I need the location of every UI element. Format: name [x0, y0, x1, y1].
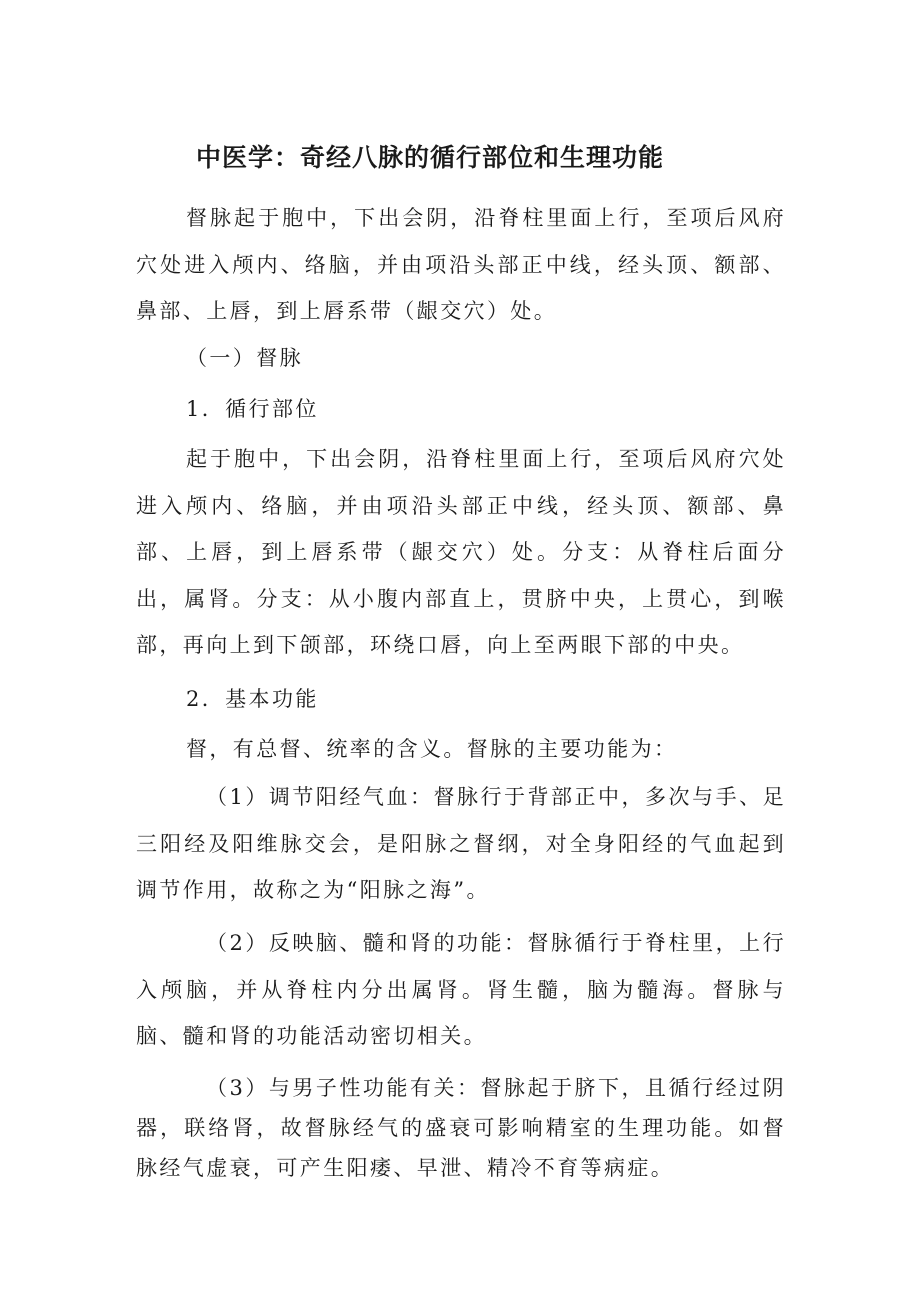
section-heading-du-mai: （一）督脉: [186, 346, 303, 370]
function-item-1: （1）调节阳经气血：督脉行于背部正中，多次与手、足三阳经及阳维脉交会，是阳脉之督纲，对全身阳经的气血起到调节作用，故称之为“阳脉之海”。: [136, 785, 786, 902]
document-title: 中医学：奇经八脉的循行部位和生理功能: [195, 143, 664, 172]
subheading-route: 1．循行部位: [186, 397, 319, 421]
subheading-function: 2．基本功能: [186, 687, 319, 711]
function-item-3: （3）与男子性功能有关：督脉起于脐下，且循行经过阴器，联络肾，故督脉经气的盛衰可影响精室的生理功能。如督脉经气虚衰，可产生阳痿、早泄、精冷不育等病症。: [136, 1076, 786, 1180]
intro-paragraph: 督脉起于胞中，下出会阴，沿脊柱里面上行，至项后风府穴处进入颅内、络脑，并由项沿头部正中线，经头顶、额部、鼻部、上唇，到上唇系带（龈交穴）处。: [136, 206, 786, 323]
function-item-2: （2）反映脑、髓和肾的功能：督脉循行于脊柱里，上行入颅脑，并从脊柱内分出属肾。肾生髓，脑为髓海。督脉与脑、髓和肾的功能活动密切相关。: [136, 931, 786, 1048]
function-intro-paragraph: 督，有总督、统率的含义。督脉的主要功能为：: [186, 737, 678, 761]
route-paragraph: 起于胞中，下出会阴，沿脊柱里面上行，至项后风府穴处进入颅内、络脑，并由项沿头部正中线，经头顶、额部、鼻部、上唇，到上唇系带（龈交穴）处。分支：从脊柱后面分出，属肾。分支：从小腹内部直上，贯脐中央，上贯心，到喉部，再向上到下颌部，环绕口唇，向上至两眼下部的中央。: [136, 447, 786, 657]
